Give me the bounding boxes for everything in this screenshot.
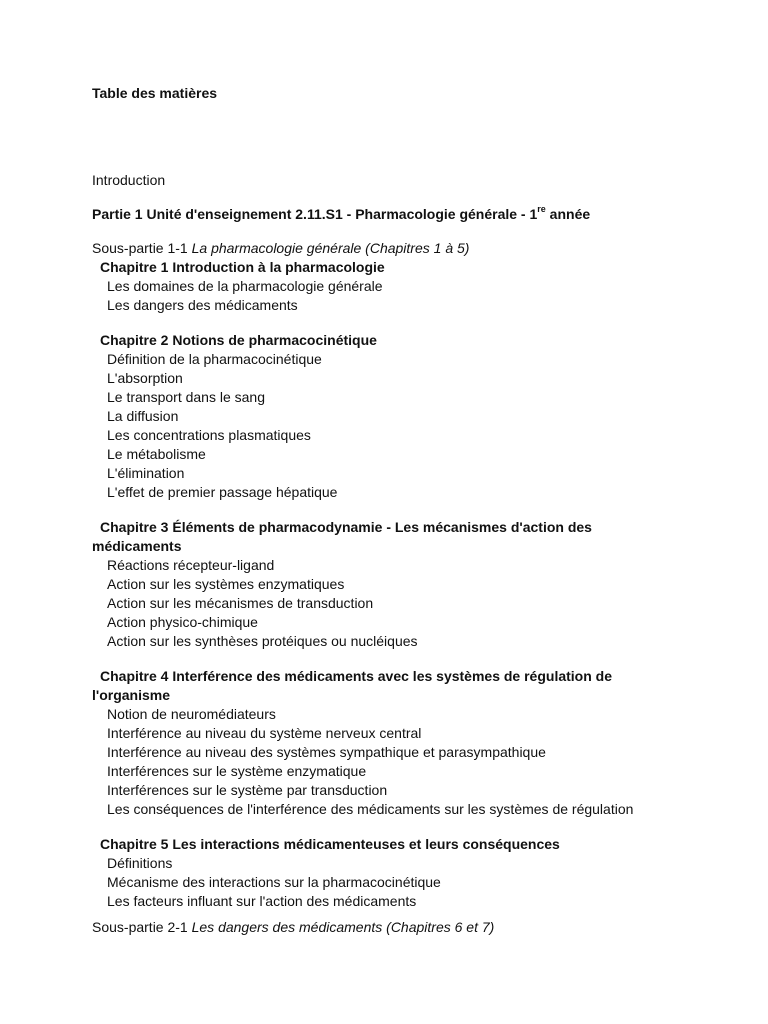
toc-entry: Les conséquences de l'interférence des médicaments sur les systèmes de régulation: [107, 801, 634, 817]
toc-entry: L'élimination: [107, 465, 185, 481]
chapter-list: [92, 258, 652, 927]
toc-entry: Notion de neuromédiateurs: [107, 706, 276, 722]
chapter-section-list: [92, 705, 652, 819]
partie-1-heading: [92, 205, 590, 224]
chapter-3: [92, 518, 652, 651]
toc-entry: Le transport dans le sang: [107, 389, 265, 405]
toc-entry: Interférence au niveau des systèmes sympathique et parasympathique: [107, 744, 546, 760]
toc-entry: Définition de la pharmacocinétique: [107, 351, 322, 367]
sous-partie-2-1: [92, 918, 494, 937]
sous-partie-1-1: [92, 239, 469, 258]
toc-entry: Interférences sur le système par transduction: [107, 782, 388, 798]
chapter-4: [92, 667, 652, 819]
toc-entry: Action physico-chimique: [107, 614, 258, 630]
chapter-section-list: [92, 350, 652, 502]
sous-partie-2-1-title: Les dangers des médicaments (Chapitres 6 et 7): [191, 919, 495, 935]
toc-entry: Mécanisme des interactions sur la pharmacocinétique: [107, 874, 441, 890]
toc-entry: Les dangers des médicaments: [107, 297, 298, 313]
chapter-title: Chapitre 2 Notions de pharmacocinétique: [100, 332, 377, 348]
sous-partie-2-1-prefix: Sous-partie 2-1: [92, 919, 192, 935]
chapter-section-list: [92, 556, 652, 651]
toc-title: Table des matières: [92, 85, 218, 101]
toc-entry: L'absorption: [107, 370, 183, 386]
toc-entry: Action sur les systèmes enzymatiques: [107, 576, 345, 592]
partie-1-label: Partie 1 Unité d'enseignement 2.11.S1 - Pharmacologie générale - 1: [92, 206, 538, 222]
toc-entry: Les concentrations plasmatiques: [107, 427, 311, 443]
toc-entry: Interférences sur le système enzymatique: [107, 763, 367, 779]
toc-entry: Interférence au niveau du système nerveux central: [107, 725, 422, 741]
toc-entry: Action sur les synthèses protéiques ou nucléiques: [107, 633, 418, 649]
chapter-section-list: [92, 854, 652, 911]
partie-1-superscript: re: [537, 204, 546, 215]
chapter-1: [92, 258, 652, 315]
toc-entry: L'effet de premier passage hépatique: [107, 484, 338, 500]
chapter-title: Chapitre 3 Éléments de pharmacodynamie - Les mécanismes d'action des médicaments: [92, 519, 592, 554]
chapter-5: [92, 835, 652, 911]
toc-entry: Le métabolisme: [107, 446, 206, 462]
sous-partie-1-1-prefix: Sous-partie 1-1: [92, 240, 192, 256]
chapter-section-list: [92, 277, 652, 315]
toc-entry: Les domaines de la pharmacologie générale: [107, 278, 383, 294]
toc-entry: La diffusion: [107, 408, 179, 424]
toc-entry: Définitions: [107, 855, 173, 871]
sous-partie-1-1-title: La pharmacologie générale (Chapitres 1 à 5): [191, 240, 470, 256]
toc-introduction: Introduction: [92, 172, 166, 188]
chapter-2: [92, 331, 652, 502]
chapter-title: Chapitre 1 Introduction à la pharmacologie: [100, 259, 385, 275]
chapter-title: Chapitre 5 Les interactions médicamenteuses et leurs conséquences: [100, 836, 560, 852]
toc-entry: Les facteurs influant sur l'action des médicaments: [107, 893, 417, 909]
chapter-title: Chapitre 4 Interférence des médicaments avec les systèmes de régulation de l'organisme: [92, 668, 612, 703]
toc-entry: Action sur les mécanismes de transduction: [107, 595, 374, 611]
partie-1-suffix: année: [545, 206, 591, 222]
toc-entry: Réactions récepteur-ligand: [107, 557, 275, 573]
